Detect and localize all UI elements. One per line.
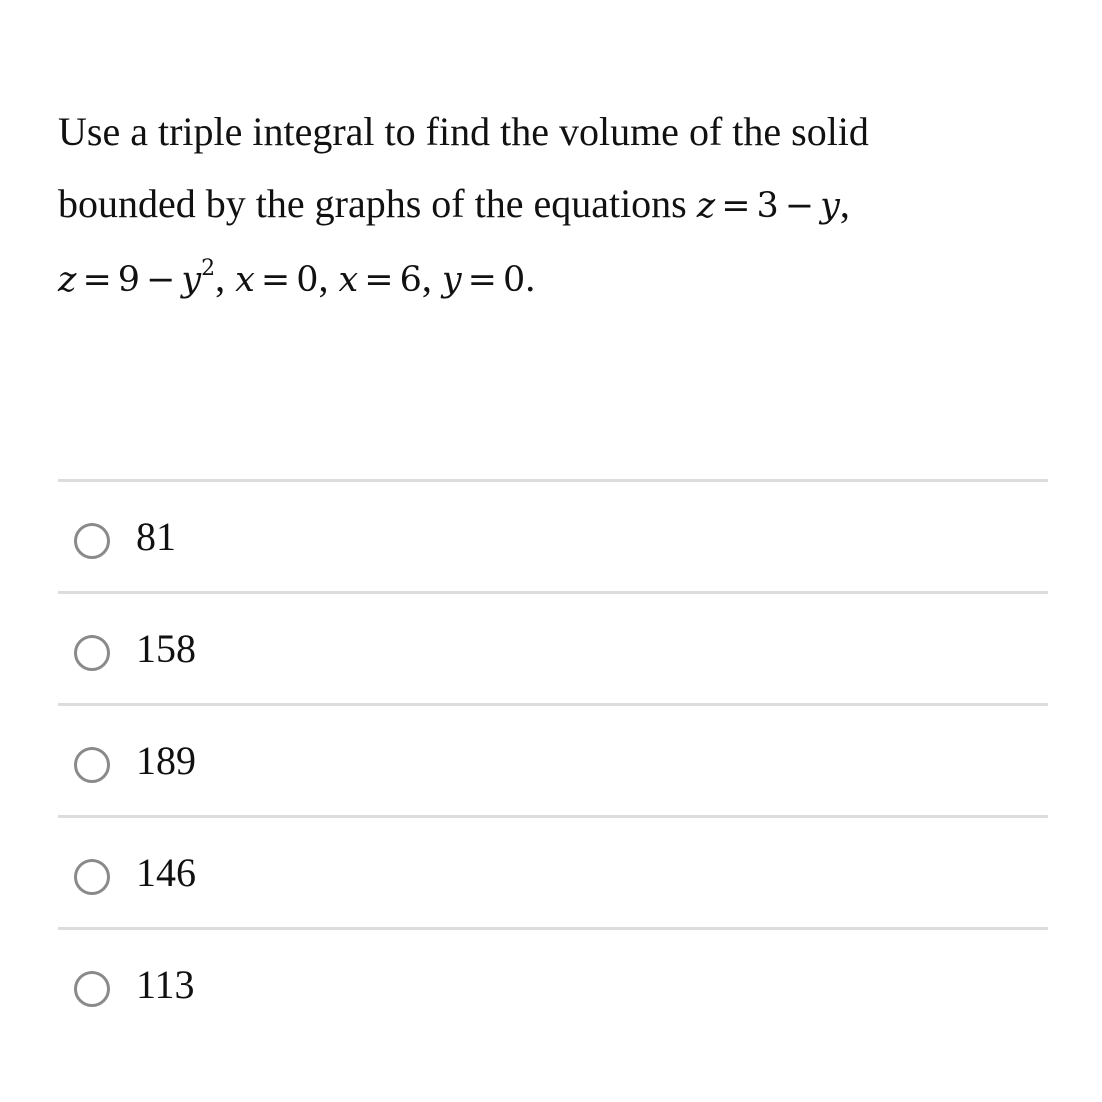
answer-option-label: 158 xyxy=(136,626,196,671)
math-comma: , xyxy=(215,255,226,300)
answer-option-81[interactable] xyxy=(58,479,1048,591)
math-var-x: x xyxy=(235,260,255,300)
question-line-3 xyxy=(58,242,1048,316)
answer-option-189[interactable] xyxy=(58,703,1048,815)
radio-button-icon[interactable] xyxy=(74,859,110,895)
math-comma: , xyxy=(421,255,432,300)
answer-option-label: 113 xyxy=(136,962,195,1007)
question-text xyxy=(58,96,1048,316)
math-comma: , xyxy=(318,255,329,300)
radio-button-icon[interactable] xyxy=(74,971,110,1007)
equation-z-3-minus-y xyxy=(697,181,850,226)
math-var-z: z xyxy=(58,260,77,300)
math-exponent-2: 2 xyxy=(201,256,216,281)
equation-z-9-minus-y-squared xyxy=(58,255,235,300)
answer-option-113[interactable] xyxy=(58,927,1048,1039)
answer-option-158[interactable] xyxy=(58,591,1048,703)
answer-options xyxy=(58,479,1048,1039)
radio-button-icon[interactable] xyxy=(74,747,110,783)
equation-x-0 xyxy=(235,255,338,300)
answer-option-label: 146 xyxy=(136,850,196,895)
math-var-y: y xyxy=(181,260,202,300)
math-equals: = xyxy=(364,260,394,300)
question-line-2 xyxy=(58,168,1048,242)
answer-option-146[interactable] xyxy=(58,815,1048,927)
math-equals: = xyxy=(260,260,291,300)
math-equals: = xyxy=(721,186,751,226)
math-var-x: x xyxy=(338,260,359,300)
equation-x-6 xyxy=(339,255,442,300)
question-line-2-text: bounded by the graphs of the equations xyxy=(58,181,687,226)
math-minus: − xyxy=(146,260,176,300)
radio-button-icon[interactable] xyxy=(74,523,110,559)
math-var-z: z xyxy=(696,186,716,226)
math-comma: , xyxy=(839,181,850,226)
math-num-9: 9 xyxy=(117,260,141,300)
radio-button-icon[interactable] xyxy=(74,635,110,671)
math-num-6: 6 xyxy=(399,260,422,300)
math-equals: = xyxy=(467,260,497,300)
question-line-1: Use a triple integral to find the volume of the solid xyxy=(58,109,869,154)
math-num-0: 0 xyxy=(503,260,526,300)
equation-y-0 xyxy=(442,255,535,300)
math-var-y: y xyxy=(820,186,840,226)
answer-option-label: 81 xyxy=(136,514,176,559)
math-num-3: 3 xyxy=(756,186,779,226)
math-period: . xyxy=(525,255,536,300)
answer-option-label: 189 xyxy=(136,738,196,783)
math-var-y: y xyxy=(441,260,462,300)
math-equals: = xyxy=(82,260,112,300)
math-minus: − xyxy=(784,186,815,226)
math-num-0: 0 xyxy=(296,260,319,300)
